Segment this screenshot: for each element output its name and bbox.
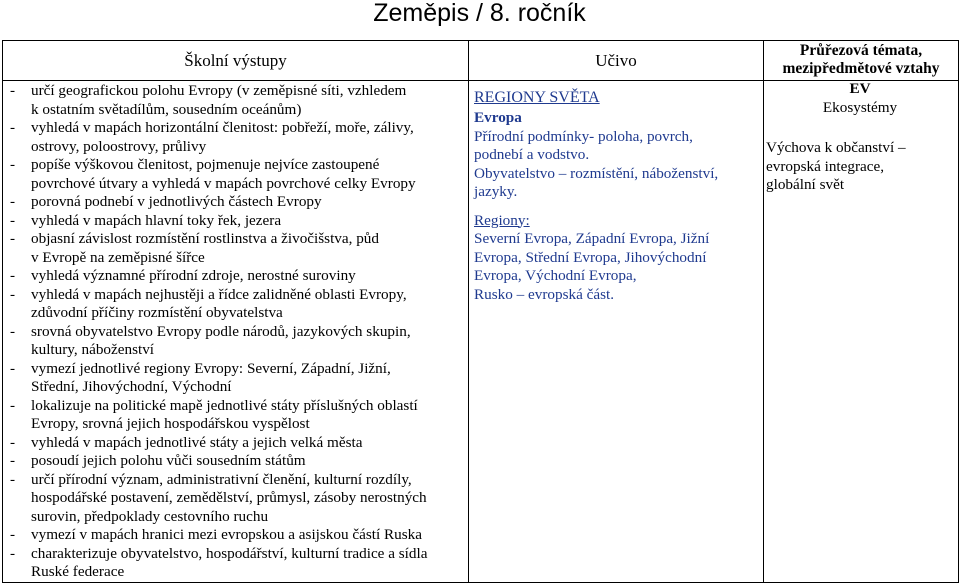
- table-body-row: [3, 81, 959, 583]
- dash-bullet: -: [10, 119, 16, 136]
- curriculum-regions-label: Regiony:: [474, 211, 530, 229]
- outcome-item: [3, 156, 468, 193]
- dash-bullet: -: [10, 452, 16, 469]
- table-header-row: [3, 41, 959, 81]
- header-crosscutting-line2: mezipředmětové vztahy: [782, 60, 940, 77]
- dash-bullet: -: [10, 526, 16, 543]
- outcome-item: [3, 360, 468, 397]
- outcome-line: vymezí jednotlivé regiony Evropy: Severní, Západní, Jižní,: [31, 359, 391, 377]
- dash-bullet: -: [10, 267, 16, 284]
- outcome-line: charakterizuje obyvatelstvo, hospodářství, kulturní tradice a sídla: [31, 544, 428, 562]
- outcome-line: Ruské federace: [31, 563, 125, 580]
- header-outcomes: Školní výstupy: [3, 41, 469, 81]
- outcome-item: [3, 397, 468, 434]
- dash-bullet: -: [10, 433, 16, 451]
- outcome-line: vyhledá v mapách hlavní toky řek, jezera: [31, 211, 282, 229]
- outcome-item: [3, 471, 468, 527]
- outcome-item: [3, 323, 468, 360]
- outcome-item: [3, 267, 468, 286]
- dash-bullet: -: [10, 396, 16, 414]
- outcome-item: [3, 526, 468, 545]
- outcome-line: vyhledá významné přírodní zdroje, nerostné suroviny: [31, 267, 356, 284]
- crosscutting-ecosystems: Ekosystémy: [822, 98, 898, 116]
- curriculum-population-2: jazyky.: [474, 183, 518, 200]
- outcome-line: vymezí v mapách hranici mezi evropskou a asijskou částí Ruska: [31, 526, 422, 543]
- curriculum-regions-1: Severní Evropa, Západní Evropa, Jižní: [474, 230, 710, 247]
- outcome-line: surovin, předpoklady cestovního ruchu: [31, 507, 269, 525]
- outcome-line: kultury, náboženství: [31, 341, 155, 358]
- header-crosscutting-line1: Průřezová témata,: [799, 42, 923, 59]
- outcome-item: [3, 452, 468, 471]
- dash-bullet: -: [10, 285, 16, 303]
- outcome-item: [3, 230, 468, 267]
- outcome-line: určí přírodní význam, administrativní členění, kulturní rozdíly,: [31, 470, 412, 488]
- crosscutting-civic-2: evropská integrace,: [766, 157, 885, 175]
- outcome-item: [3, 434, 468, 453]
- curriculum-cell: [469, 81, 764, 583]
- dash-bullet: -: [10, 322, 16, 340]
- outcome-item: [3, 545, 468, 582]
- dash-bullet: -: [10, 470, 16, 488]
- dash-bullet: -: [10, 544, 16, 562]
- curriculum-regions-2: Evropa, Střední Evropa, Jihovýchodní: [474, 248, 707, 266]
- curriculum-population-1: Obyvatelstvo – rozmístění, náboženství,: [474, 164, 719, 182]
- curriculum-nature-1: Přírodní podmínky- poloha, povrch,: [474, 127, 693, 145]
- outcome-line: popíše výškovou členitost, pojmenuje nejvíce zastoupené: [31, 156, 380, 173]
- dash-bullet: -: [10, 193, 16, 210]
- outcomes-list: [3, 81, 468, 582]
- crosscutting-civic-1: Výchova k občanství –: [766, 139, 906, 156]
- outcome-line: srovná obyvatelstvo Evropy podle národů, jazykových skupin,: [31, 322, 411, 340]
- header-crosscutting: [764, 41, 959, 81]
- outcome-line: lokalizuje na politické mapě jednotlivé státy příslušných oblastí: [31, 396, 418, 414]
- outcome-line: vyhledá v mapách horizontální členitost: pobřeží, moře, zálivy,: [31, 119, 414, 136]
- outcome-line: objasní závislost rozmístění rostlinstva a živočišstva, půd: [31, 230, 379, 247]
- outcome-line: Střední, Jihovýchodní, Východní: [31, 378, 232, 395]
- dash-bullet: -: [10, 156, 16, 173]
- outcome-line: ostrovy, poloostrovy, průlivy: [31, 137, 207, 155]
- page-title: Zeměpis / 8. ročník: [373, 0, 586, 27]
- curriculum-table: [2, 40, 959, 583]
- outcomes-cell: [3, 81, 469, 583]
- outcome-line: povrchové útvary a vyhledá v mapách povrchové celky Evropy: [31, 174, 416, 192]
- outcome-line: v Evropě na zeměpisné šířce: [31, 248, 205, 266]
- outcome-line: zdůvodní příčiny rozmístění obyvatelstva: [31, 304, 283, 321]
- outcome-item: [3, 193, 468, 212]
- outcome-line: určí geografickou polohu Evropy (v zeměpisné síti, vzhledem: [31, 82, 407, 99]
- dash-bullet: -: [10, 230, 16, 247]
- crosscutting-ev: EV: [849, 80, 871, 97]
- crosscutting-civic-3: globální svět: [766, 176, 845, 193]
- header-curriculum: Učivo: [469, 41, 764, 81]
- outcome-line: k ostatním světadílům, sousedním oceánům): [31, 100, 302, 118]
- dash-bullet: -: [10, 82, 16, 99]
- curriculum-regions-3: Evropa, Východní Evropa,: [474, 267, 637, 284]
- outcome-item: [3, 286, 468, 323]
- curriculum-regions-4: Rusko – evropská část.: [474, 285, 615, 303]
- curriculum-nature-2: podnebí a vodstvo.: [474, 146, 590, 163]
- outcome-line: Evropy, srovná jejich hospodářskou vyspělost: [31, 415, 310, 432]
- outcome-item: [3, 82, 468, 119]
- outcome-line: posoudí jejich polohu vůči sousedním státům: [31, 452, 306, 469]
- outcome-item: [3, 212, 468, 231]
- dash-bullet: -: [10, 211, 16, 229]
- outcome-line: hospodářské postavení, zemědělství, průmysl, zásoby nerostných: [31, 489, 427, 506]
- curriculum-heading: REGIONY SVĚTA: [474, 89, 600, 106]
- outcome-item: [3, 119, 468, 156]
- crosscutting-cell: [764, 81, 959, 583]
- curriculum-europe: Evropa: [474, 109, 522, 126]
- outcome-line: porovná podnebí v jednotlivých částech Evropy: [31, 193, 322, 210]
- outcome-line: vyhledá v mapách nejhustěji a řídce zalidněné oblasti Evropy,: [31, 285, 407, 303]
- outcome-line: vyhledá v mapách jednotlivé státy a jejich velká města: [31, 433, 363, 451]
- dash-bullet: -: [10, 359, 16, 377]
